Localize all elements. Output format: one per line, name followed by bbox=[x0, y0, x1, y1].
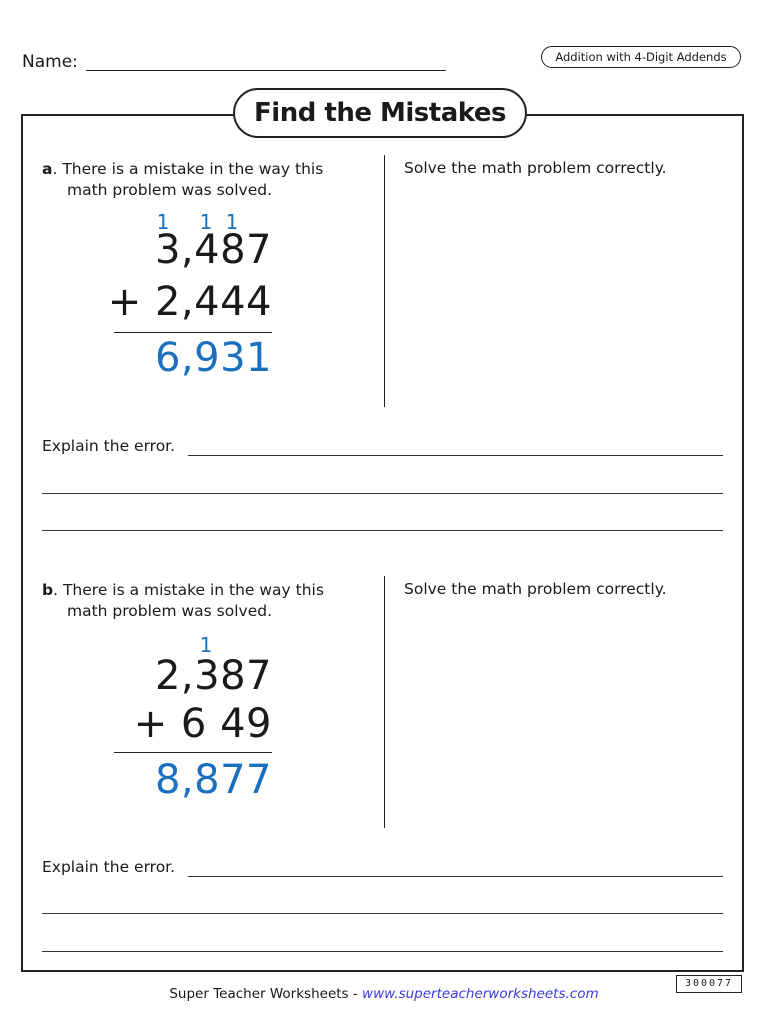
problem-b-addend-2: + 6 49 bbox=[133, 701, 272, 747]
worksheet-code: 300077 bbox=[676, 975, 742, 993]
topic-badge: Addition with 4-Digit Addends bbox=[541, 46, 741, 68]
problem-a-explain-label: Explain the error. bbox=[42, 437, 176, 455]
footer-brand: Super Teacher Worksheets - bbox=[169, 986, 363, 1002]
problem-b-prompt-line2: math problem was solved. bbox=[67, 602, 273, 620]
problem-a-solve-label: Solve the math problem correctly. bbox=[404, 159, 667, 177]
name-label: Name: bbox=[22, 52, 78, 72]
problem-b-explain-line-3[interactable] bbox=[42, 951, 723, 952]
problem-b-prompt-line1: . There is a mistake in the way this bbox=[53, 581, 324, 599]
problem-a-addend-2: + 2,444 bbox=[107, 279, 272, 325]
problem-b-divider bbox=[384, 576, 385, 828]
problem-b-carry-1: 1 bbox=[199, 633, 213, 657]
problem-a-sum-line bbox=[114, 332, 272, 333]
problem-b-prompt bbox=[42, 580, 372, 622]
problem-b-student-answer: 8,877 bbox=[154, 757, 272, 803]
problem-a-letter: a bbox=[42, 160, 53, 178]
problem-b-addend-1: 2,387 bbox=[154, 653, 272, 699]
problem-b-solve-label: Solve the math problem correctly. bbox=[404, 580, 667, 598]
footer-url-link[interactable]: www.superteacherworksheets.com bbox=[362, 986, 599, 1002]
footer bbox=[0, 986, 768, 1002]
problem-a-explain-line-3[interactable] bbox=[42, 530, 723, 531]
problem-a-prompt bbox=[42, 159, 372, 201]
problem-a-prompt-line2: math problem was solved. bbox=[67, 181, 273, 199]
problem-b-explain-line-2[interactable] bbox=[42, 913, 723, 914]
problem-a-divider bbox=[384, 155, 385, 407]
problem-b-explain-label: Explain the error. bbox=[42, 858, 176, 876]
problem-a-addend-1: 3,487 bbox=[154, 227, 272, 273]
problem-a-prompt-line1: . There is a mistake in the way this bbox=[52, 160, 324, 178]
problem-a-carry-2: 1 bbox=[199, 210, 213, 234]
problem-b-sum-line bbox=[114, 752, 272, 753]
problem-a-student-answer: 6,931 bbox=[154, 335, 272, 381]
problem-a-carry-1: 1 bbox=[156, 210, 170, 234]
problem-a-explain-line-2[interactable] bbox=[42, 493, 723, 494]
problem-a-carry-3: 1 bbox=[225, 210, 239, 234]
problem-a-explain-line-1[interactable] bbox=[188, 455, 723, 456]
problem-b-letter: b bbox=[42, 581, 54, 599]
name-write-line[interactable] bbox=[86, 70, 446, 71]
page-title: Find the Mistakes bbox=[233, 88, 527, 138]
problem-b-explain-line-1[interactable] bbox=[188, 876, 723, 877]
